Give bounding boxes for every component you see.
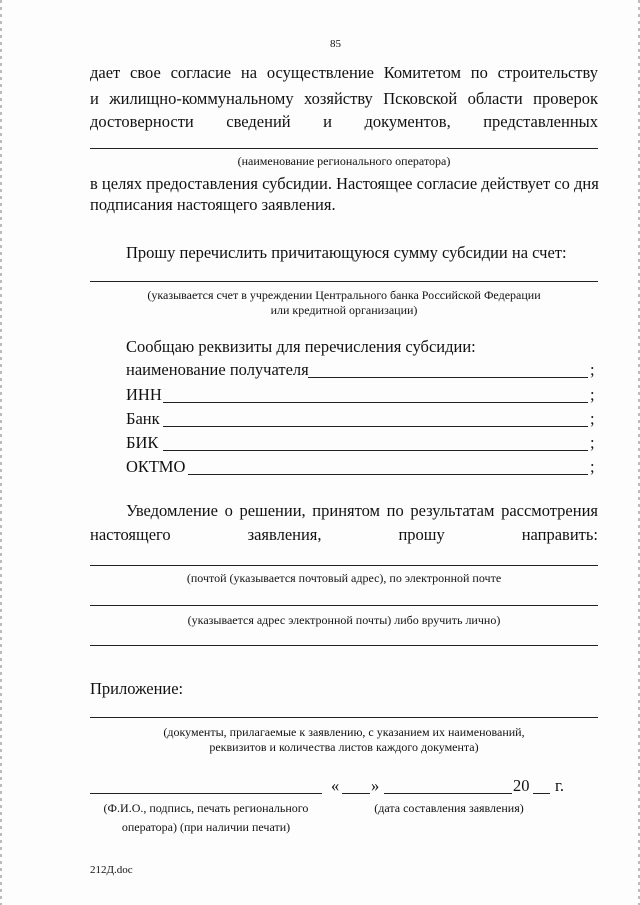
notice-line1: Уведомление о решении, принятом по результатам рассмотрения [126,501,598,520]
para1-line3 [90,111,598,133]
para1-line1: дает свое согласие на осуществление Комитетом по строительству [90,63,598,82]
field-label-inn: ИНН [126,385,162,404]
post-address-line[interactable] [90,565,598,566]
date-open-quote: « [331,776,340,795]
date-year-prefix: 20 [513,776,530,795]
operator-name-line[interactable] [90,148,598,149]
notice-word: прошу [398,525,445,544]
notice-word: направить: [521,525,598,544]
caption-date: (дата составления заявления) [374,801,524,815]
delivery-line[interactable] [90,645,598,646]
field-end-bik: ; [590,433,595,452]
field-end-oktmo: ; [590,457,595,476]
notice-word: настоящего [90,525,171,544]
para1-word: и [323,112,332,131]
field-end-inn: ; [590,385,595,404]
para2-line2: подписания настоящего заявления. [90,195,336,214]
requisites-heading: Сообщаю реквизиты для перечисления субсидии: [126,337,476,356]
para2-line1: в целях предоставления субсидии. Настоящее согласие действует со дня [90,174,599,193]
notice-word: заявления, [247,525,322,544]
caption-docs-line2: реквизитов и количества листов каждого документа) [209,740,479,754]
notice-line2 [90,524,598,546]
field-line-oktmo[interactable] [188,474,588,475]
field-label-bik: БИК [126,433,159,452]
caption-signature-line2: оператора) (при наличии печати) [121,820,291,834]
caption-operator: (наименование регионального оператора) [237,154,451,168]
file-name: 212Д.doc [90,864,133,876]
account-line[interactable] [90,281,598,282]
field-end-recipient: ; [590,360,595,379]
field-label-recipient: наименование получателя [126,360,309,379]
caption-account-line1: (указывается счет в учреждении Центрального банка Российской Федерации [147,288,541,302]
page-number: 85 [330,38,341,50]
caption-email: (указывается адрес электронной почты) либо вручить лично) [187,613,501,627]
caption-account-line2: или кредитной организации) [270,303,418,317]
caption-post: (почтой (указывается почтовый адрес), по электронной почте [186,571,502,585]
attachment-line[interactable] [90,717,598,718]
field-line-bik[interactable] [163,450,588,451]
field-end-bank: ; [590,409,595,428]
para1-word: достоверности [90,112,194,131]
caption-docs-line1: (документы, прилагаемые к заявлению, с указанием их наименований, [163,725,525,739]
para1-word: сведений [226,112,291,131]
date-month-line[interactable] [384,793,512,794]
para1-word: документов, [364,112,451,131]
email-line[interactable] [90,605,598,606]
date-year-suffix: г. [555,776,565,795]
field-line-recipient[interactable] [308,377,588,378]
request-account: Прошу перечислить причитающуюся сумму субсидии на счет: [126,243,567,262]
signature-line[interactable] [90,793,322,794]
date-year-line[interactable] [533,793,550,794]
para1-word: представленных [483,112,598,131]
scan-edge-left [0,0,2,905]
date-close-quote: » [371,776,380,795]
para1-line2: и жилищно-коммунальному хозяйству Псковской области проверок [90,89,598,108]
caption-signature-line1: (Ф.И.О., подпись, печать регионального [103,801,309,815]
date-day-line[interactable] [342,793,370,794]
field-line-bank[interactable] [163,426,588,427]
field-line-inn[interactable] [163,402,588,403]
field-label-bank: Банк [126,409,160,428]
field-label-oktmo: ОКТМО [126,457,186,476]
attachment-label: Приложение: [90,679,184,698]
